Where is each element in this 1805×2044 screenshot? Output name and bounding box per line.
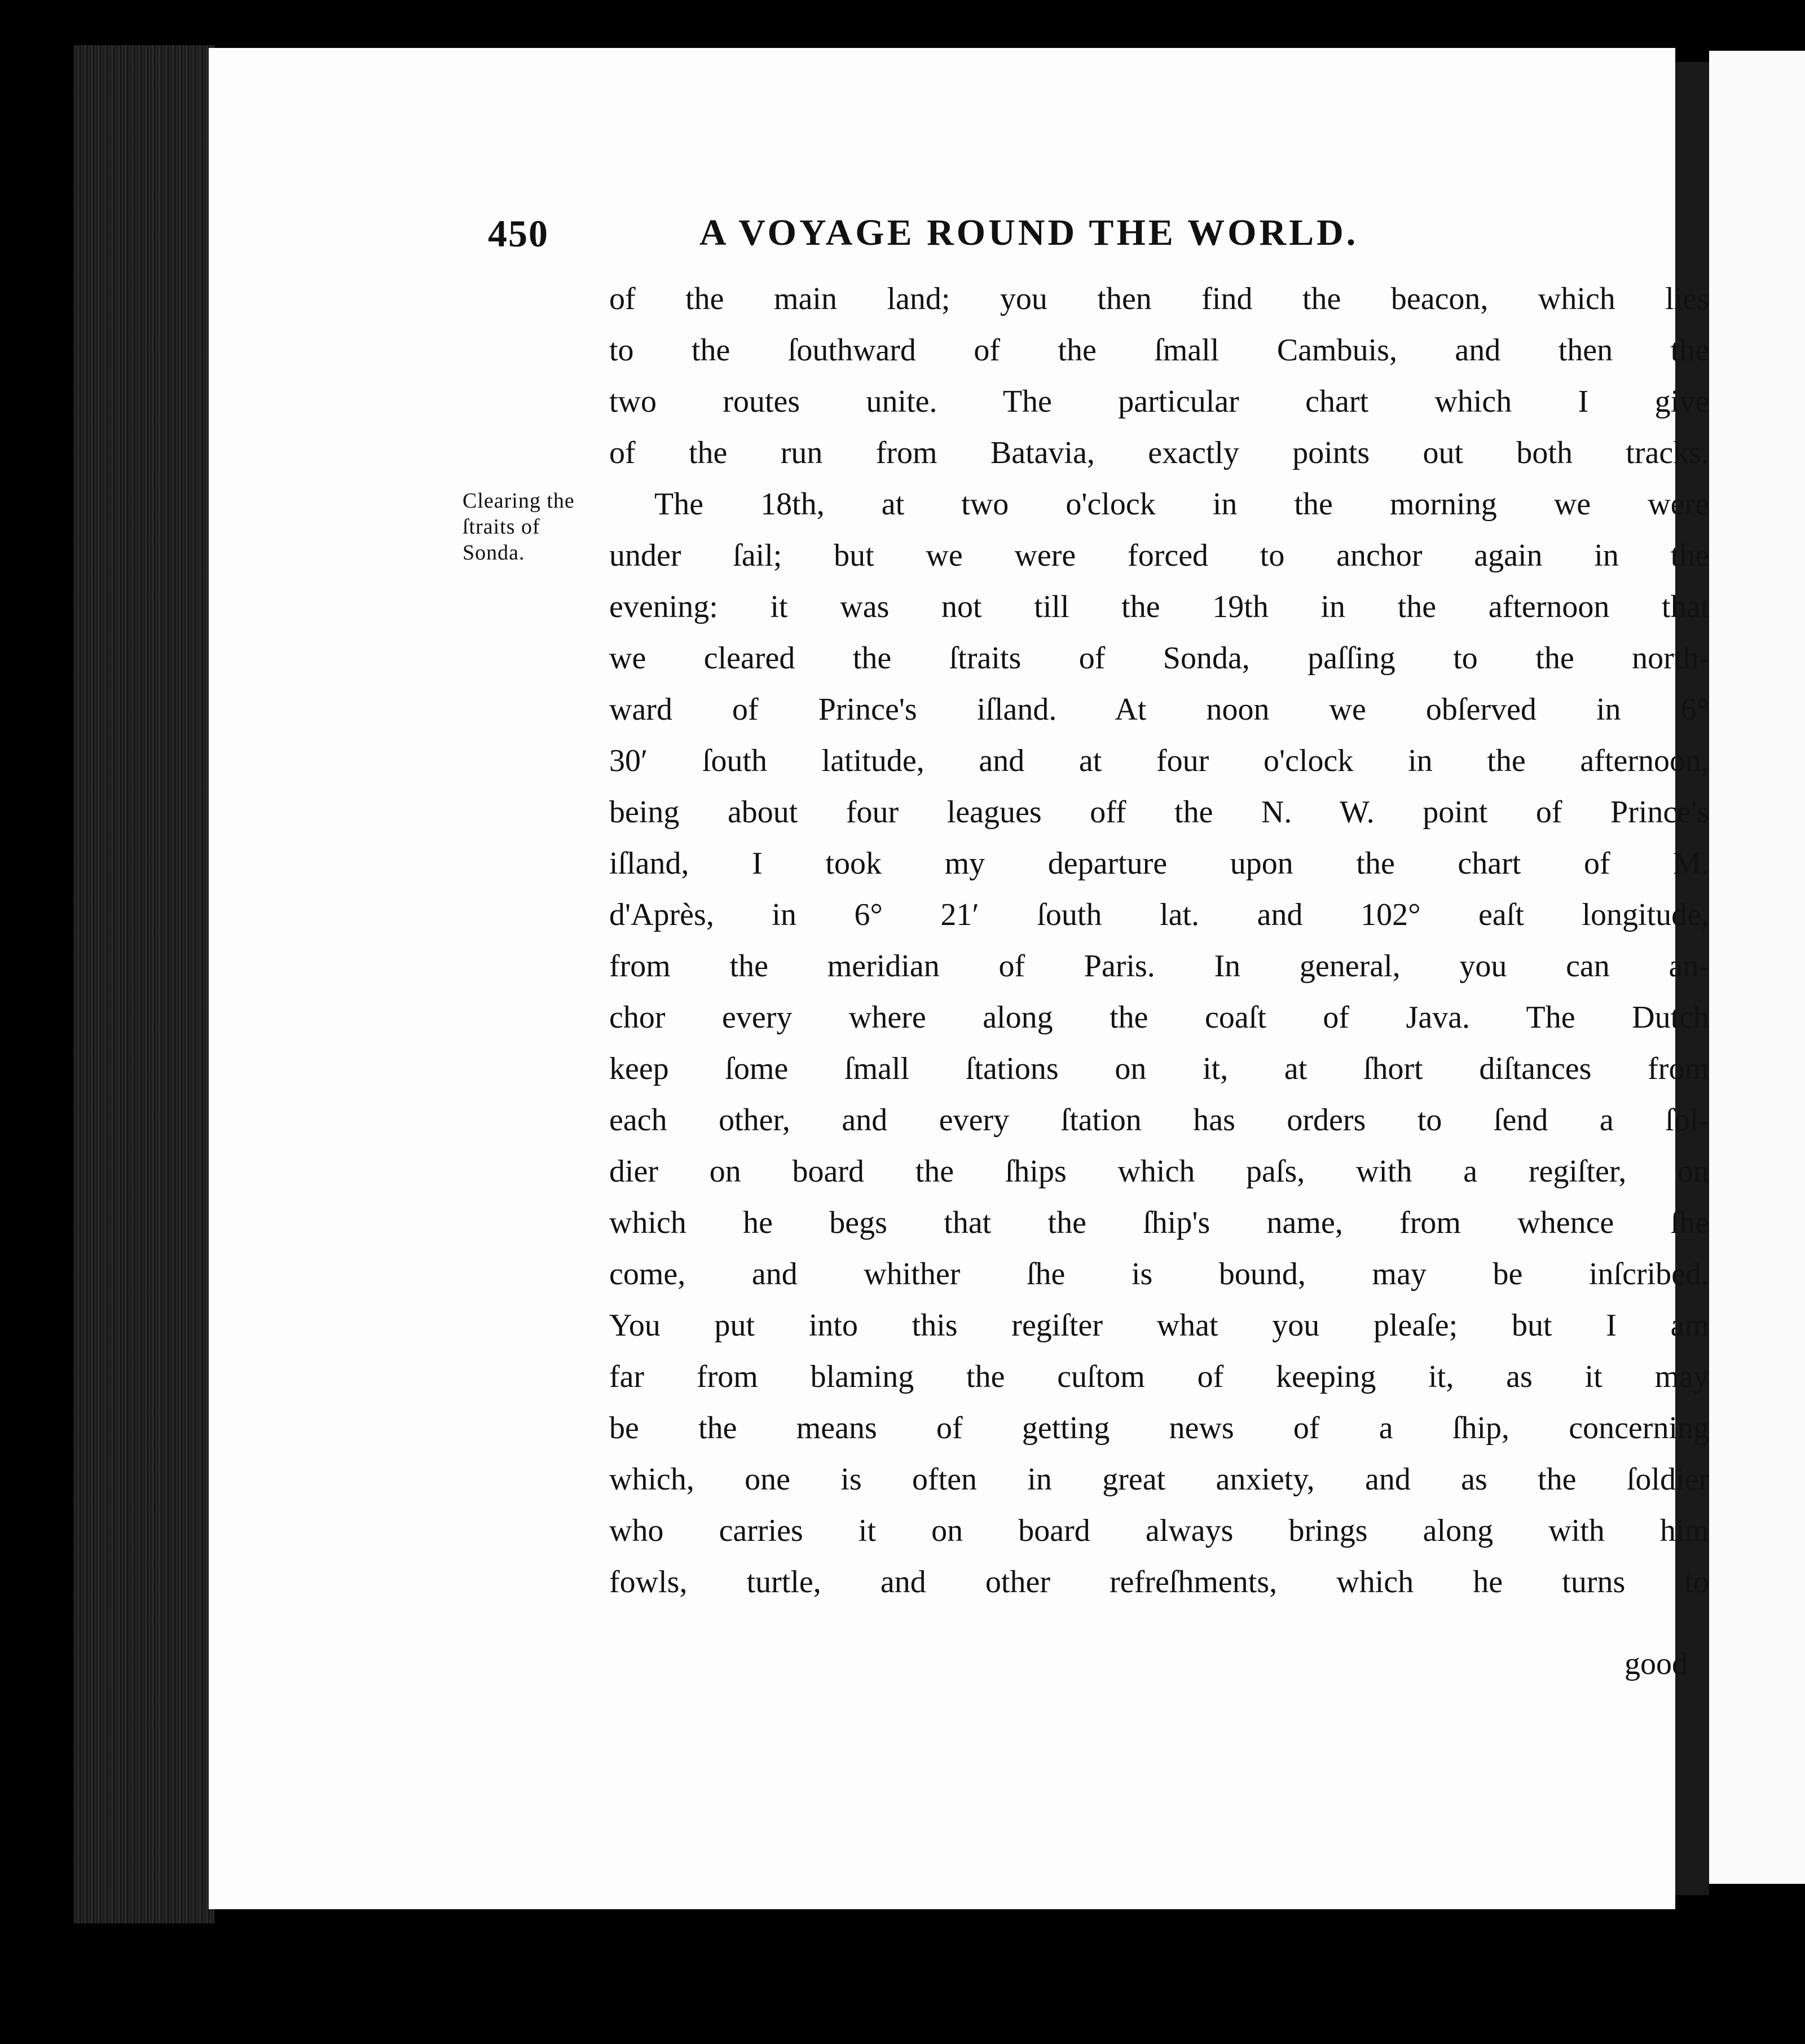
text-line: dier on board the ſhips which paſs, with a regiſter, on — [609, 1154, 1709, 1189]
running-title: A VOYAGE ROUND THE WORLD. — [699, 212, 1359, 253]
text-line: we cleared the ſtraits of Sonda, paſſing to the north- — [609, 641, 1709, 676]
catchword: good — [1624, 1646, 1688, 1681]
marginal-note-line: Clearing the — [463, 489, 575, 513]
text-line: keep ſome ſmall ſtations on it, at ſhort diſtances from — [609, 1051, 1709, 1086]
text-line: fowls, turtle, and other refreſhments, which he turns to — [609, 1565, 1709, 1600]
body-text — [609, 274, 1709, 1608]
running-head — [209, 212, 1675, 279]
facing-page — [1709, 51, 1805, 1884]
book-page-edges — [73, 45, 214, 1923]
text-line: who carries it on board always brings along with him — [609, 1513, 1709, 1548]
text-line: d'Après, in 6° 21′ ſouth lat. and 102° eaſt longitude, — [609, 897, 1709, 932]
text-line: which he begs that the ſhip's name, from whence ſhe — [609, 1205, 1709, 1240]
text-line: far from blaming the cuſtom of keeping it, as it may — [609, 1359, 1709, 1394]
marginal-note — [463, 488, 609, 566]
text-line: from the meridian of Paris. In general, you can an- — [609, 949, 1709, 984]
text-line: You put into this regiſter what you pleaſe; but I am — [609, 1308, 1709, 1343]
text-line: ward of Prince's iſland. At noon we obſerved in 6° — [609, 692, 1709, 727]
text-line: being about four leagues off the N. W. point of Prince's — [609, 795, 1709, 830]
text-line: two routes unite. The particular chart which I give — [609, 384, 1709, 419]
marginal-note-line: Sonda. — [463, 541, 525, 565]
book-page — [209, 48, 1709, 1909]
text-line: which, one is often in great anxiety, and as the ſoldier — [609, 1462, 1709, 1497]
text-line: be the means of getting news of a ſhip, concerning — [609, 1411, 1709, 1446]
text-line: 30′ ſouth latitude, and at four o'clock in the afternoon, — [609, 743, 1709, 778]
text-line: evening: it was not till the 19th in the afternoon that — [609, 589, 1709, 624]
page-number: 450 — [488, 212, 549, 255]
text-line: chor every where along the coaſt of Java. The Dutch — [609, 1000, 1709, 1035]
text-line: The 18th, at two o'clock in the morning we were — [654, 487, 1709, 522]
text-line: iſland, I took my departure upon the chart of M. — [609, 846, 1709, 881]
text-line: each other, and every ſtation has orders to ſend a ſol- — [609, 1103, 1709, 1138]
text-line: of the run from Batavia, exactly points out both tracks. — [609, 435, 1709, 470]
text-line: come, and whither ſhe is bound, may be inſcribed. — [609, 1257, 1709, 1292]
text-line: of the main land; you then find the beacon, which lies — [609, 281, 1709, 316]
text-line: to the ſouthward of the ſmall Cambuis, and then the — [609, 333, 1709, 368]
marginal-note-line: ſtraits of — [463, 515, 540, 539]
text-line: under ſail; but we were forced to anchor again in the — [609, 538, 1709, 573]
